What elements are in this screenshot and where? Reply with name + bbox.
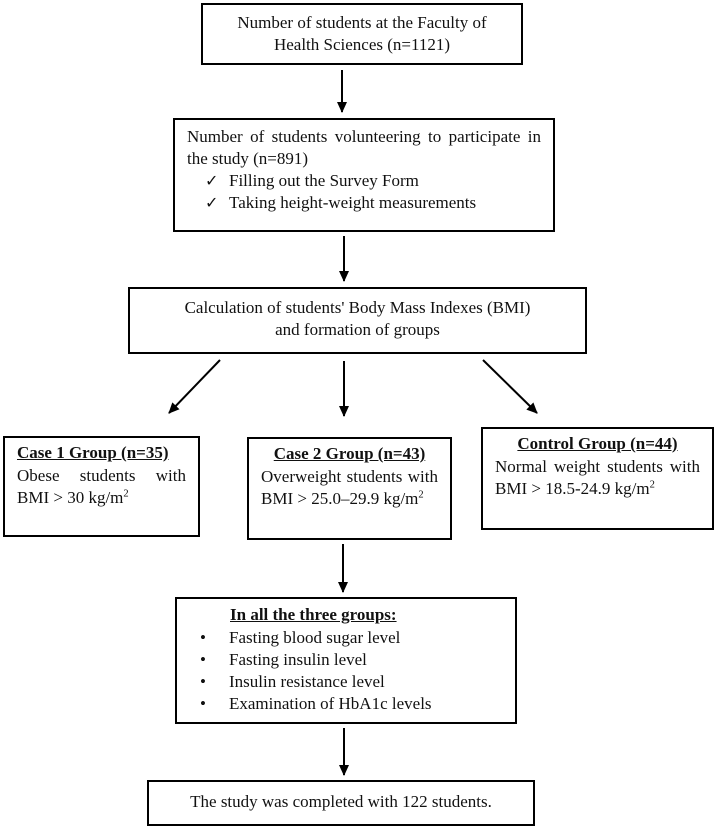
faculty-line-1: Number of students at the Faculty of: [237, 13, 487, 32]
case1-body-text: Obese students with BMI > 30 kg/m: [17, 466, 186, 507]
faculty-line-2: Health Sciences (n=1121): [273, 35, 451, 54]
bullet-item: [200, 627, 505, 649]
case1-superscript: 2: [123, 488, 129, 500]
bullet-item-label: Fasting blood sugar level: [229, 628, 401, 647]
volunteers-text: Number of students volunteering to participate in the study (n=891): [187, 127, 541, 168]
case2-body: [261, 466, 438, 510]
case1-body: [17, 465, 186, 509]
final-text: The study was completed with 122 students.: [190, 792, 492, 811]
checklist-item-label: Filling out the Survey Form: [229, 171, 419, 190]
bullet-item: [200, 671, 505, 693]
control-superscript: 2: [649, 479, 655, 491]
checklist-item: [205, 170, 541, 192]
case2-heading: Case 2 Group (n=43): [273, 444, 426, 463]
arrow-bmi-to-control: [483, 360, 537, 413]
box-faculty-count: [201, 3, 523, 65]
box-all-groups-tests: [175, 597, 517, 724]
bullet-item: [200, 649, 505, 671]
bullet-icon: •: [200, 650, 206, 669]
bullet-item-label: Fasting insulin level: [229, 650, 367, 669]
checkmark-icon: ✓: [205, 171, 219, 190]
arrow-bmi-to-case1: [169, 360, 220, 413]
case2-superscript: 2: [418, 489, 424, 501]
control-body-text: Normal weight students with BMI > 18.5-24.9 kg/m: [495, 457, 700, 498]
checkmark-icon: ✓: [205, 193, 219, 212]
box-case2-group: [247, 437, 452, 540]
box-bmi-calculation: [128, 287, 587, 354]
groups-heading: In all the three groups:: [230, 605, 397, 624]
case2-body-text: Overweight students with BMI > 25.0–29.9 kg/m: [261, 467, 438, 508]
control-body: [495, 456, 700, 500]
checklist-item: [205, 192, 541, 214]
bullet-item-label: Examination of HbA1c levels: [229, 694, 432, 713]
bullet-icon: •: [200, 672, 206, 691]
box-volunteers: [173, 118, 555, 232]
box-control-group: [481, 427, 714, 530]
bullet-icon: •: [200, 694, 206, 713]
case1-heading: Case 1 Group (n=35): [17, 443, 169, 462]
box-case1-group: [3, 436, 200, 537]
checklist-item-label: Taking height-weight measurements: [229, 193, 477, 212]
control-heading: Control Group (n=44): [517, 434, 678, 453]
bullet-item: [200, 693, 505, 715]
bullet-item-label: Insulin resistance level: [229, 672, 385, 691]
bmi-line-1: Calculation of students' Body Mass Indexes (BMI): [184, 298, 531, 317]
bmi-line-2: and formation of groups: [275, 320, 440, 339]
box-study-completed: [147, 780, 535, 826]
bullet-icon: •: [200, 628, 206, 647]
